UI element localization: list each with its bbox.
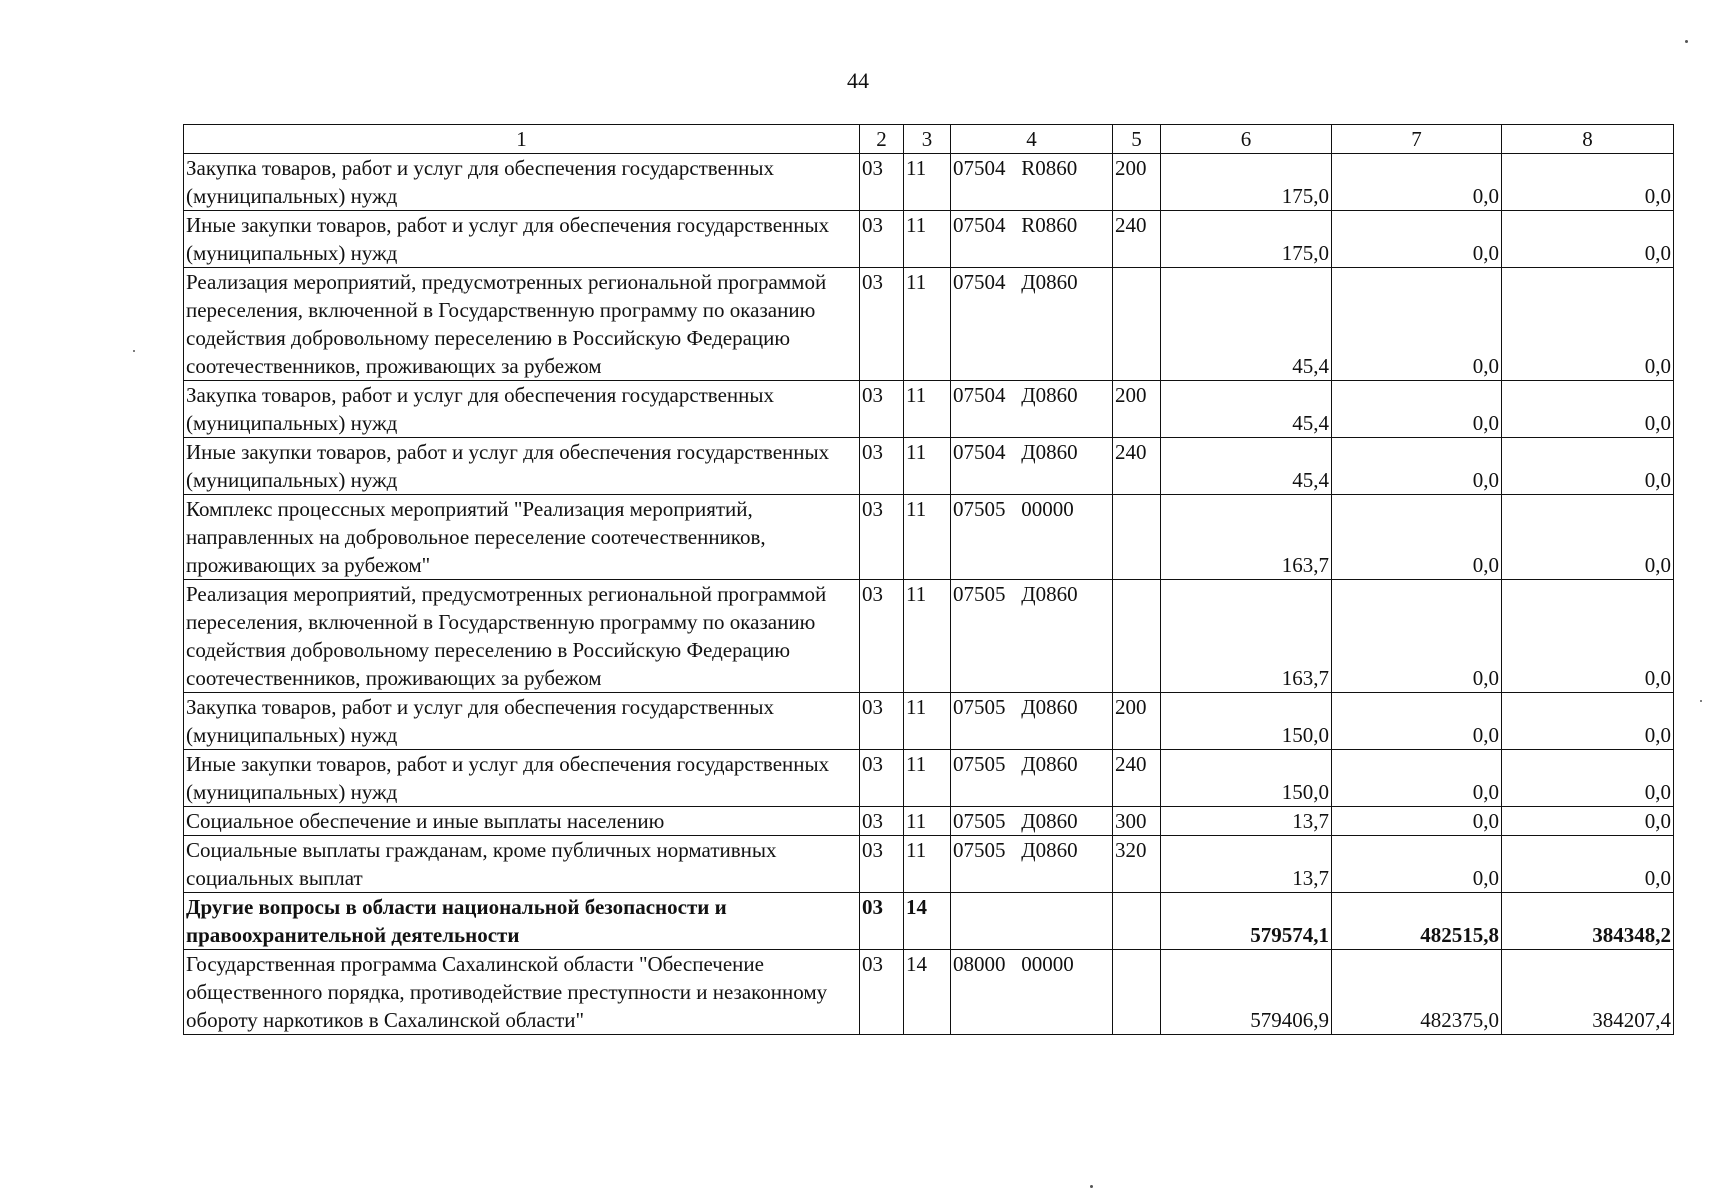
row-name-cell: Иные закупки товаров, работ и услуг для обеспечения государственных (муниципальных) нужд xyxy=(184,750,860,807)
expense-type-cell xyxy=(1113,893,1161,950)
amount-col8-cell: 0,0 xyxy=(1502,438,1674,495)
expense-type-cell: 200 xyxy=(1113,693,1161,750)
target-article-cell: 07505 00000 xyxy=(951,495,1113,580)
amount-col6-cell: 45,4 xyxy=(1161,438,1332,495)
row-name-cell: Иные закупки товаров, работ и услуг для обеспечения государственных (муниципальных) нужд xyxy=(184,438,860,495)
amount-col7-cell: 0,0 xyxy=(1332,154,1502,211)
section-code-cell: 03 xyxy=(860,750,904,807)
amount-col7-cell: 482375,0 xyxy=(1332,950,1502,1035)
amount-col8-cell: 0,0 xyxy=(1502,268,1674,381)
row-name-cell: Другие вопросы в области национальной безопасности и правоохранительной деятельности xyxy=(184,893,860,950)
expense-type-cell: 200 xyxy=(1113,154,1161,211)
amount-col6-cell: 579574,1 xyxy=(1161,893,1332,950)
target-article-cell: 08000 00000 xyxy=(951,950,1113,1035)
target-article-cell: 07505 Д0860 xyxy=(951,750,1113,807)
table-row xyxy=(184,750,1674,807)
table-row xyxy=(184,950,1674,1035)
header-cell: 7 xyxy=(1332,125,1502,154)
row-name-cell: Иные закупки товаров, работ и услуг для обеспечения государственных (муниципальных) нужд xyxy=(184,211,860,268)
amount-col7-cell: 0,0 xyxy=(1332,807,1502,836)
target-article-cell: 07504 R0860 xyxy=(951,211,1113,268)
amount-col7-cell: 0,0 xyxy=(1332,211,1502,268)
scan-speck xyxy=(1685,40,1688,43)
expense-type-cell: 300 xyxy=(1113,807,1161,836)
section-code-cell: 03 xyxy=(860,807,904,836)
table-row xyxy=(184,154,1674,211)
section-code-cell: 03 xyxy=(860,211,904,268)
amount-col6-cell: 45,4 xyxy=(1161,268,1332,381)
amount-col8-cell: 0,0 xyxy=(1502,693,1674,750)
amount-col6-cell: 163,7 xyxy=(1161,580,1332,693)
header-row xyxy=(184,125,1674,154)
row-name-cell: Закупка товаров, работ и услуг для обеспечения государственных (муниципальных) нужд xyxy=(184,381,860,438)
section-code-cell: 03 xyxy=(860,693,904,750)
expense-type-cell: 240 xyxy=(1113,211,1161,268)
target-article-cell: 07505 Д0860 xyxy=(951,580,1113,693)
header-cell: 1 xyxy=(184,125,860,154)
expense-type-cell xyxy=(1113,580,1161,693)
section-code-cell: 03 xyxy=(860,836,904,893)
section-code-cell: 03 xyxy=(860,580,904,693)
subsection-code-cell: 14 xyxy=(904,893,951,950)
amount-col6-cell: 579406,9 xyxy=(1161,950,1332,1035)
amount-col8-cell: 0,0 xyxy=(1502,495,1674,580)
header-cell: 5 xyxy=(1113,125,1161,154)
scan-speck xyxy=(133,350,135,352)
table-row xyxy=(184,693,1674,750)
scan-speck xyxy=(1090,1185,1093,1188)
table-row xyxy=(184,836,1674,893)
section-code-cell: 03 xyxy=(860,438,904,495)
amount-col7-cell: 0,0 xyxy=(1332,580,1502,693)
table-row xyxy=(184,580,1674,693)
table-row xyxy=(184,381,1674,438)
row-name-cell: Комплекс процессных мероприятий "Реализация мероприятий, направленных на добровольное переселение соотечественников, проживающих за рубежом" xyxy=(184,495,860,580)
amount-col6-cell: 45,4 xyxy=(1161,381,1332,438)
table-row xyxy=(184,268,1674,381)
amount-col7-cell: 0,0 xyxy=(1332,495,1502,580)
target-article-cell: 07504 Д0860 xyxy=(951,438,1113,495)
amount-col6-cell: 175,0 xyxy=(1161,154,1332,211)
amount-col6-cell: 150,0 xyxy=(1161,693,1332,750)
amount-col8-cell: 0,0 xyxy=(1502,750,1674,807)
expense-type-cell xyxy=(1113,950,1161,1035)
expense-type-cell: 200 xyxy=(1113,381,1161,438)
amount-col8-cell: 0,0 xyxy=(1502,381,1674,438)
row-name-cell: Социальные выплаты гражданам, кроме публичных нормативных социальных выплат xyxy=(184,836,860,893)
amount-col6-cell: 163,7 xyxy=(1161,495,1332,580)
table-row xyxy=(184,211,1674,268)
table-row xyxy=(184,438,1674,495)
section-code-cell: 03 xyxy=(860,381,904,438)
amount-col8-cell: 0,0 xyxy=(1502,836,1674,893)
row-name-cell: Реализация мероприятий, предусмотренных региональной программой переселения, включенной в Государственную программу по оказанию содействия добровольному переселению в Российскую Федерацию соотечественников, проживающих за рубежом xyxy=(184,580,860,693)
header-cell: 6 xyxy=(1161,125,1332,154)
amount-col8-cell: 384207,4 xyxy=(1502,950,1674,1035)
table-row xyxy=(184,893,1674,950)
header-cell: 3 xyxy=(904,125,951,154)
section-code-cell: 03 xyxy=(860,268,904,381)
row-name-cell: Реализация мероприятий, предусмотренных региональной программой переселения, включенной в Государственную программу по оказанию содействия добровольному переселению в Российскую Федерацию соотечественников, проживающих за рубежом xyxy=(184,268,860,381)
amount-col6-cell: 13,7 xyxy=(1161,807,1332,836)
header-cell: 2 xyxy=(860,125,904,154)
subsection-code-cell: 11 xyxy=(904,495,951,580)
amount-col7-cell: 0,0 xyxy=(1332,268,1502,381)
amount-col8-cell: 0,0 xyxy=(1502,580,1674,693)
section-code-cell: 03 xyxy=(860,893,904,950)
amount-col6-cell: 150,0 xyxy=(1161,750,1332,807)
subsection-code-cell: 11 xyxy=(904,154,951,211)
target-article-cell: 07505 Д0860 xyxy=(951,807,1113,836)
expense-type-cell xyxy=(1113,495,1161,580)
row-name-cell: Закупка товаров, работ и услуг для обеспечения государственных (муниципальных) нужд xyxy=(184,154,860,211)
amount-col7-cell: 0,0 xyxy=(1332,750,1502,807)
amount-col8-cell: 0,0 xyxy=(1502,154,1674,211)
table-row xyxy=(184,807,1674,836)
header-cell: 8 xyxy=(1502,125,1674,154)
target-article-cell: 07504 Д0860 xyxy=(951,381,1113,438)
section-code-cell: 03 xyxy=(860,495,904,580)
target-article-cell: 07504 R0860 xyxy=(951,154,1113,211)
expense-type-cell: 240 xyxy=(1113,438,1161,495)
scan-speck xyxy=(1700,700,1702,702)
subsection-code-cell: 11 xyxy=(904,807,951,836)
target-article-cell: 07504 Д0860 xyxy=(951,268,1113,381)
target-article-cell: 07505 Д0860 xyxy=(951,693,1113,750)
amount-col7-cell: 0,0 xyxy=(1332,836,1502,893)
table-row xyxy=(184,495,1674,580)
target-article-cell xyxy=(951,893,1113,950)
amount-col8-cell: 384348,2 xyxy=(1502,893,1674,950)
subsection-code-cell: 11 xyxy=(904,836,951,893)
amount-col7-cell: 0,0 xyxy=(1332,693,1502,750)
expense-type-cell: 240 xyxy=(1113,750,1161,807)
amount-col7-cell: 482515,8 xyxy=(1332,893,1502,950)
amount-col8-cell: 0,0 xyxy=(1502,807,1674,836)
section-code-cell: 03 xyxy=(860,154,904,211)
section-code-cell: 03 xyxy=(860,950,904,1035)
expense-type-cell xyxy=(1113,268,1161,381)
row-name-cell: Закупка товаров, работ и услуг для обеспечения государственных (муниципальных) нужд xyxy=(184,693,860,750)
subsection-code-cell: 11 xyxy=(904,750,951,807)
row-name-cell: Государственная программа Сахалинской области "Обеспечение общественного порядка, противодействие преступности и незаконному обороту наркотиков в Сахалинской области" xyxy=(184,950,860,1035)
subsection-code-cell: 11 xyxy=(904,438,951,495)
amount-col8-cell: 0,0 xyxy=(1502,211,1674,268)
target-article-cell: 07505 Д0860 xyxy=(951,836,1113,893)
expense-type-cell: 320 xyxy=(1113,836,1161,893)
budget-table xyxy=(183,124,1674,1035)
header-cell: 4 xyxy=(951,125,1113,154)
amount-col7-cell: 0,0 xyxy=(1332,381,1502,438)
page-number: 44 xyxy=(847,68,869,93)
amount-col6-cell: 175,0 xyxy=(1161,211,1332,268)
subsection-code-cell: 11 xyxy=(904,268,951,381)
subsection-code-cell: 11 xyxy=(904,580,951,693)
amount-col6-cell: 13,7 xyxy=(1161,836,1332,893)
amount-col7-cell: 0,0 xyxy=(1332,438,1502,495)
subsection-code-cell: 11 xyxy=(904,381,951,438)
subsection-code-cell: 11 xyxy=(904,211,951,268)
subsection-code-cell: 14 xyxy=(904,950,951,1035)
row-name-cell: Социальное обеспечение и иные выплаты населению xyxy=(184,807,860,836)
subsection-code-cell: 11 xyxy=(904,693,951,750)
